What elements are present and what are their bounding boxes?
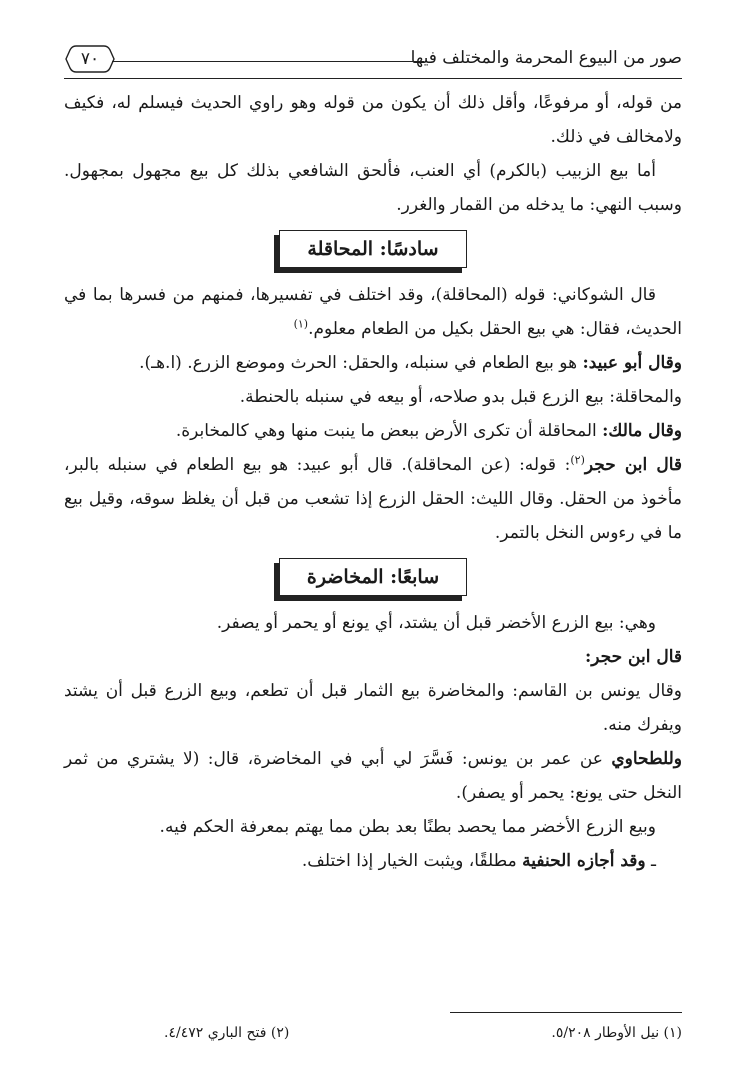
header-line: [112, 61, 424, 62]
page-header: [64, 34, 682, 76]
footnotes: [64, 1012, 682, 1041]
paragraph-9: قال ابن حجر:: [584, 647, 682, 667]
paragraph-12: وبيع الزرع الأخضر مما يحصد بطنًا بعد بطن مما يهتم بمعرفة الحكم فيه.: [159, 817, 656, 837]
footnote-ref-1: (١): [293, 317, 309, 331]
paragraph-5: والمحاقلة: بيع الزرع قبل بدو صلاحه، أو بيعه في سنبله بالحنطة.: [239, 387, 682, 407]
paragraph-2: أما بيع الزبيب (بالكرم) أي العنب، فألحق الشافعي بذلك كل بيع مجهول بمجهول. وسبب النهي: ما يدخله من القمار والغرر.: [64, 161, 682, 215]
header-rule: [64, 78, 682, 79]
running-title: صور من البيوع المحرمة والمختلف فيها: [410, 48, 682, 68]
paragraph-13: ـ وقد أجازه الحنفية مطلقًا، ويثبت الخيار إذا اختلف.: [301, 851, 656, 871]
page-number: ٧٠: [64, 44, 116, 74]
paragraph-11: وللطحاوي عن عمر بن يونس: فَسَّرَ لي أبي في المخاضرة، قال: (لا يشتري من ثمر النخل حتى يونع: يحمر أو يصفر).: [64, 749, 682, 803]
book-page: [64, 34, 682, 1064]
footnote-1: (١) نيل الأوطار ٥/٢٠٨.: [551, 1025, 682, 1041]
paragraph-3: قال الشوكاني: قوله (المحاقلة)، وقد اختلف في تفسيرها، فمنهم من فسرها بما في الحديث، فقال: هي بيع الحقل بكيل من الطعام معلوم.$^{(١)}$: [64, 285, 682, 339]
section-heading-6: سادسًا: المحاقلة: [279, 230, 467, 268]
paragraph-7: قال ابن حجر$^{(٢)}$: قوله: (عن المحاقلة). قال أبو عبيد: هو بيع الطعام في سنبله بالبر، مأخوذ من الحقل. وقال الليث: الحقل الزرع إذا تشعب من قبل أن يغلظ سوقه، وقيل بيع ما في رءوس النخل بالتمر.: [64, 453, 683, 543]
paragraph-8: وهي: بيع الزرع الأخضر قبل أن يشتد، أي يونع أو يحمر أو يصفر.: [216, 613, 656, 633]
paragraph-1: من قوله، أو مرفوعًا، وأقل ذلك أن يكون من قوله وهو راوي الحديث فيسلم له، فكيف ولامخالف في ذلك.: [64, 93, 682, 147]
paragraph-6: وقال مالك: المحاقلة أن تكرى الأرض ببعض ما ينبت منها وهي كالمخابرة.: [175, 421, 682, 441]
paragraph-4: وقال أبو عبيد: هو بيع الطعام في سنبله، والحقل: الحرث وموضع الزرع. (ا.هـ).: [139, 353, 682, 373]
paragraph-10: وقال يونس بن القاسم: والمخاضرة بيع الثمار قبل أن تطعم، وبيع الزرع قبل أن يشتد ويفرك منه.: [64, 681, 682, 735]
footnote-2: (٢) فتح الباري ٤/٤٧٢.: [164, 1025, 290, 1041]
footnote-rule: [450, 1012, 682, 1013]
main-text: [64, 86, 682, 878]
footnote-ref-2: (٢): [570, 453, 585, 467]
footnote-row: [64, 1025, 682, 1041]
section-heading-7: سابعًا: المخاضرة: [279, 558, 467, 596]
